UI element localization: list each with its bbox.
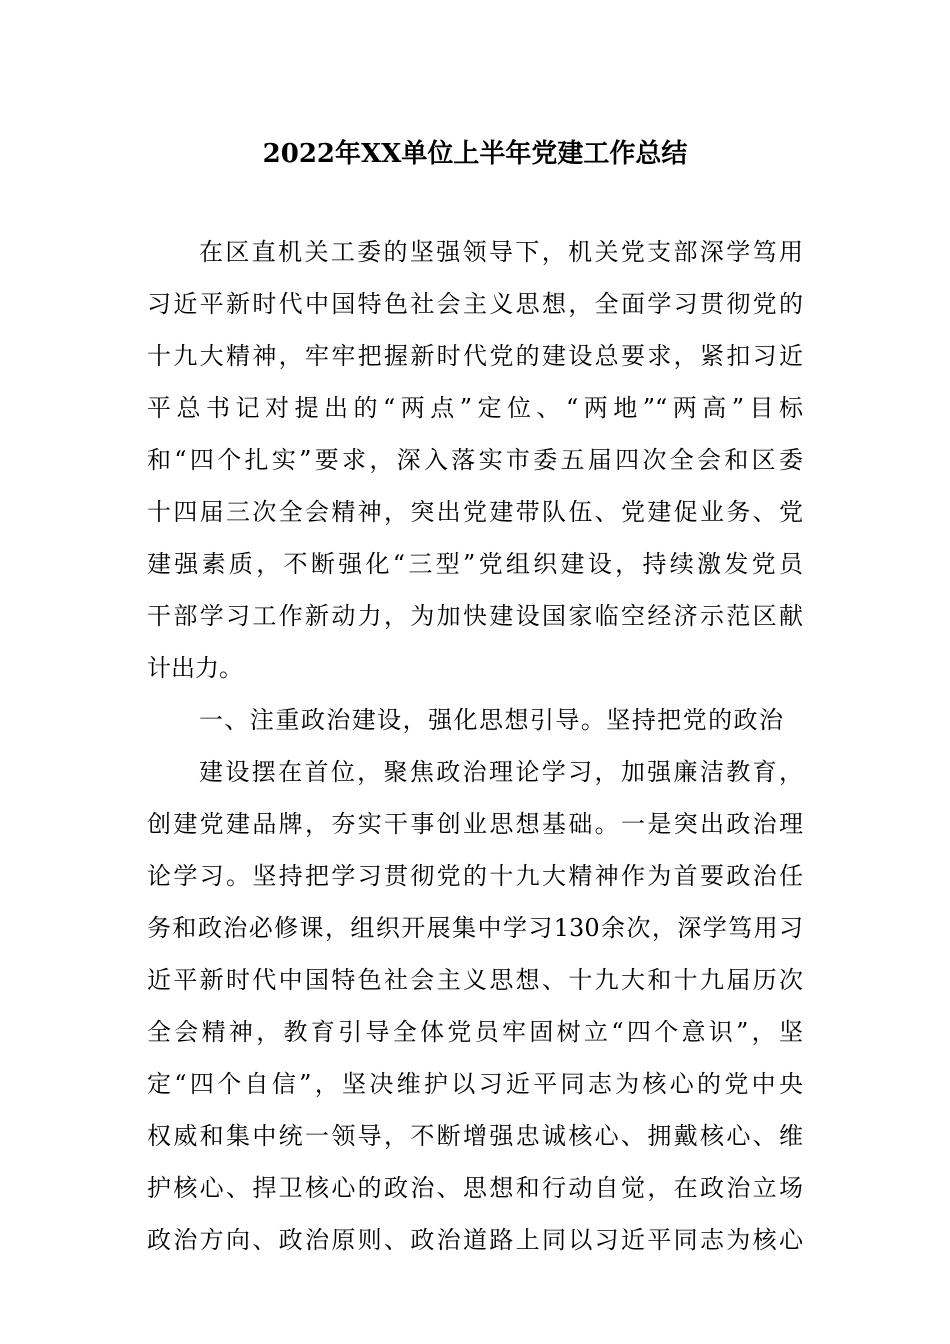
paragraph-line: 全会精神，教育引导全体党员牢固树立“四个意识”，坚 — [147, 1018, 803, 1046]
paragraph-line: 建设摆在首位，聚焦政治理论学习，加强廉洁教育， — [199, 758, 803, 786]
paragraph-line: 平总书记对提出的“两点”定位、“两地”“两高”目标 — [147, 394, 803, 422]
paragraph-line: 计出力。 — [147, 654, 243, 682]
paragraph-line: 务和政治必修课，组织开展集中学习130余次，深学笃用习 — [147, 914, 803, 942]
paragraph-line: 干部学习工作新动力，为加快建设国家临空经济示范区献 — [147, 602, 803, 630]
paragraph-line: 政治方向、政治原则、政治道路上同以习近平同志为核心 — [147, 1226, 803, 1254]
paragraph-line: 和“四个扎实”要求，深入落实市委五届四次全会和区委 — [147, 446, 803, 474]
paragraph-line: 建强素质，不断强化“三型”党组织建设，持续激发党员 — [147, 550, 803, 578]
paragraph-line: 权威和集中统一领导，不断增强忠诚核心、拥戴核心、维 — [147, 1122, 803, 1150]
paragraph-line: 在区直机关工委的坚强领导下，机关党支部深学笃用 — [199, 238, 803, 266]
paragraph-line: 习近平新时代中国特色社会主义思想，全面学习贯彻党的 — [147, 290, 803, 318]
paragraph-line: 十四届三次全会精神，突出党建带队伍、党建促业务、党 — [147, 498, 803, 526]
section-heading-line: 一、注重政治建设，强化思想引导。坚持把党的政治 — [199, 706, 783, 734]
paragraph-line: 论学习。坚持把学习贯彻党的十九大精神作为首要政治任 — [147, 862, 803, 890]
paragraph-line: 定“四个自信”，坚决维护以习近平同志为核心的党中央 — [147, 1070, 803, 1098]
paragraph-line: 护核心、捍卫核心的政治、思想和行动自觉，在政治立场 — [147, 1174, 803, 1202]
paragraph-line: 近平新时代中国特色社会主义思想、十九大和十九届历次 — [147, 966, 803, 994]
paragraph-line: 创建党建品牌，夯实干事创业思想基础。一是突出政治理 — [147, 810, 803, 838]
paragraph-line: 十九大精神，牢牢把握新时代党的建设总要求，紧扣习近 — [147, 342, 803, 370]
document-title: 2022年XX单位上半年党建工作总结 — [262, 139, 688, 169]
